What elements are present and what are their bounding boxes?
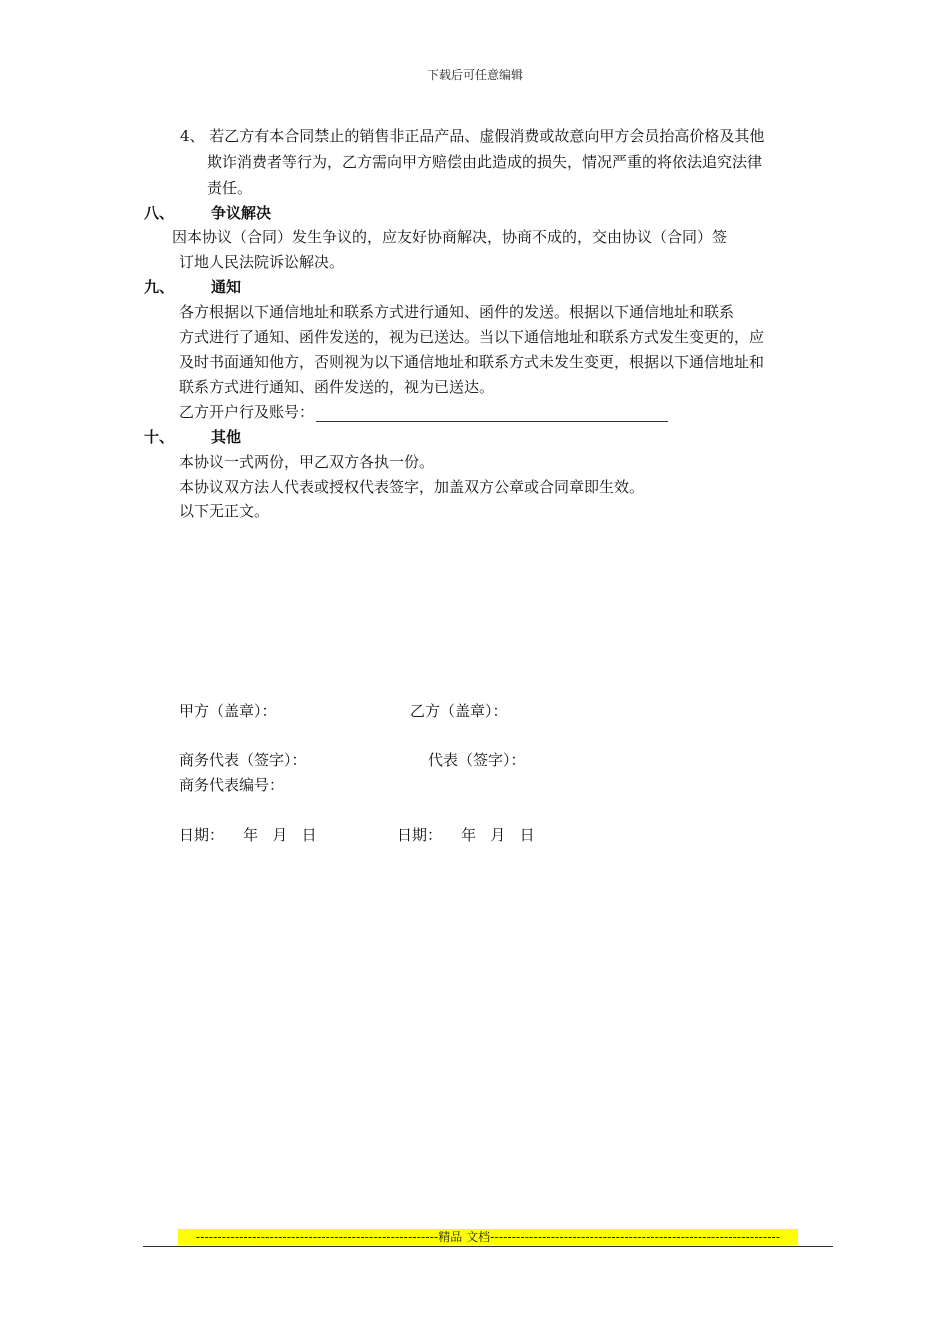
item4-line2: 欺诈消费者等行为，乙方需向甲方赔偿由此造成的损失，情况严重的将依法追究法律 bbox=[207, 153, 763, 171]
party-b-rep-sign: 代表（签字）： bbox=[428, 751, 526, 769]
section10-line2: 本协议双方法人代表或授权代表签字，加盖双方公章或合同章即生效。 bbox=[179, 478, 645, 496]
item4-line3: 责任。 bbox=[207, 179, 253, 197]
section10-line1: 本协议一式两份，甲乙双方各执一份。 bbox=[179, 453, 435, 471]
section8-line1: 因本协议（合同）发生争议的，应友好协商解决，协商不成的，交由协议（合同）签 bbox=[172, 228, 728, 246]
party-b-date: 日期： 年 月 日 bbox=[397, 826, 535, 844]
section8-title: 争议解决 bbox=[211, 204, 272, 222]
section10-number: 十、 bbox=[144, 428, 175, 446]
section9-line4: 联系方式进行通知、函件发送的，视为已送达。 bbox=[179, 378, 495, 396]
party-a-date: 日期： 年 月 日 bbox=[179, 826, 317, 844]
footer-rule bbox=[143, 1246, 833, 1247]
bank-account-row bbox=[179, 402, 668, 422]
footer-watermark: --------------------------------------------------------精品 文档------------------------------------------------------------------- bbox=[178, 1229, 798, 1245]
section9-line3: 及时书面通知他方，否则视为以下通信地址和联系方式未发生变更，根据以下通信地址和 bbox=[179, 353, 765, 371]
item4-line1: 4、 若乙方有本合同禁止的销售非正品产品、虚假消费或故意向甲方会员抬高价格及其他 bbox=[180, 127, 765, 145]
section10-title: 其他 bbox=[211, 428, 242, 446]
party-a-seal: 甲方（盖章）： bbox=[179, 702, 277, 720]
party-a-rep-number: 商务代表编号： bbox=[179, 776, 285, 794]
section9-line2: 方式进行了通知、函件发送的，视为已送达。当以下通信地址和联系方式发生变更的，应 bbox=[179, 328, 765, 346]
page-header: 下载后可任意编辑 bbox=[426, 68, 523, 82]
bank-account-label: 乙方开户行及账号： bbox=[179, 403, 315, 421]
section9-number: 九、 bbox=[144, 278, 175, 296]
section10-line3: 以下无正文。 bbox=[179, 502, 270, 520]
section9-line1: 各方根据以下通信地址和联系方式进行通知、函件的发送。根据以下通信地址和联系 bbox=[179, 303, 735, 321]
section9-title: 通知 bbox=[211, 278, 242, 296]
party-a-rep-sign: 商务代表（签字）： bbox=[179, 751, 307, 769]
section8-number: 八、 bbox=[144, 204, 175, 222]
bank-account-field[interactable] bbox=[316, 406, 668, 422]
party-b-seal: 乙方（盖章）： bbox=[410, 702, 508, 720]
section8-line2: 订地人民法院诉讼解决。 bbox=[179, 253, 345, 271]
